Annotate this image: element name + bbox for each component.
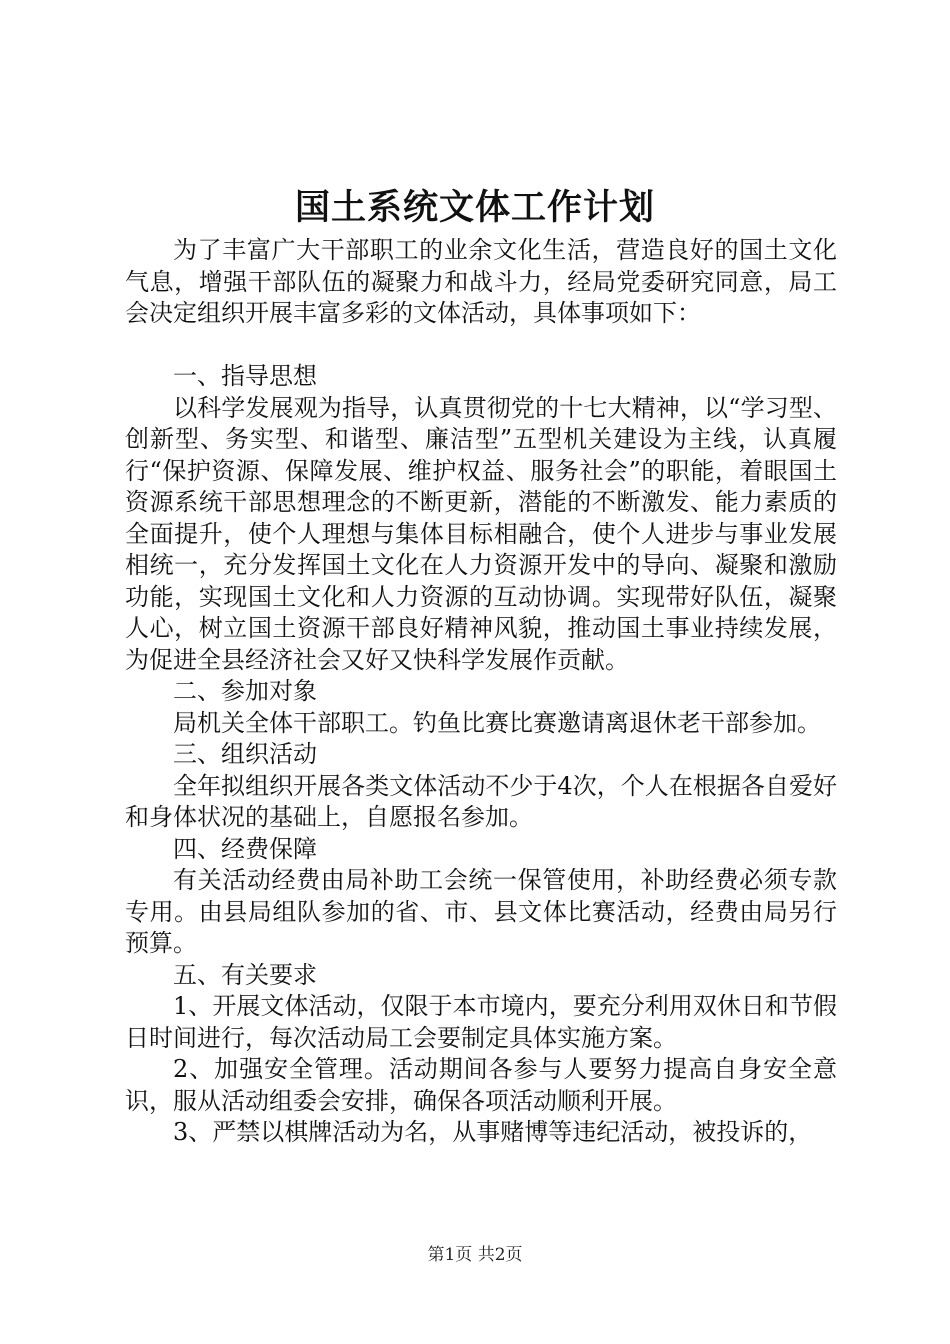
section-heading-requirements: 五、有关要求 bbox=[173, 960, 317, 989]
document-title: 国土系统文体工作计划 bbox=[294, 187, 655, 228]
section-heading-participants: 二、参加对象 bbox=[173, 677, 317, 705]
requirement-item: 1、开展文体活动，仅限于本市境内，要充分利用双休日和节假日时间进行，每次活动局工会要制定具体实施方案。 bbox=[125, 992, 837, 1052]
section-heading-funding: 四、经费保障 bbox=[173, 834, 317, 863]
section-text-participants: 局机关全体干部职工。钓鱼比赛比赛邀请离退休老干部参加。 bbox=[173, 708, 821, 737]
document-body bbox=[125, 235, 837, 1149]
section-heading-activities: 三、组织活动 bbox=[173, 740, 317, 768]
requirement-item: 2、加强安全管理。活动期间各参与人要努力提高自身安全意识，服从活动组委会安排，确保各项活动顺利开展。 bbox=[125, 1055, 837, 1115]
section-text-activities: 全年拟组织开展各类文体活动不少于4次，个人在根据各自爱好和身体状况的基础上，自愿报名参加。 bbox=[125, 771, 837, 831]
requirement-item: 3、严禁以棋牌活动为名，从事赌博等违纪活动，被投诉的， bbox=[173, 1118, 813, 1146]
intro-paragraph: 为了丰富广大干部职工的业余文化生活，营造良好的国土文化气息，增强干部队伍的凝聚力和战斗力，经局党委研究同意，局工会决定组织开展丰富多彩的文体活动，具体事项如下： bbox=[125, 236, 837, 327]
page-number-footer: 第1页 共2页 bbox=[427, 1245, 523, 1265]
section-text-guiding-thought: 以科学发展观为指导，认真贯彻党的十七大精神，以“学习型、创新型、务实型、和谐型、廉洁型”五型机关建设为主线，认真履行“保护资源、保障发展、维护权益、服务社会”的职能，着眼国土资源系统干部思想理念的不断更新，潜能的不断激发、能力素质的全面提升，使个人理想与集体目标相融合，使个人进步与事业发展相统一，充分发挥国土文化在人力资源开发中的导向、凝聚和激励功能，实现国土文化和人力资源的互动协调。实现带好队伍，凝聚人心，树立国土资源干部良好精神风貌，推动国土事业持续发展，为促进全县经济社会又好又快科学发展作贡献。 bbox=[125, 393, 837, 674]
section-text-funding: 有关活动经费由局补助工会统一保管使用，补助经费必须专款专用。由县局组队参加的省、市、县文体比赛活动，经费由局另行预算。 bbox=[125, 866, 837, 957]
section-heading-guiding-thought: 一、指导思想 bbox=[173, 362, 317, 390]
